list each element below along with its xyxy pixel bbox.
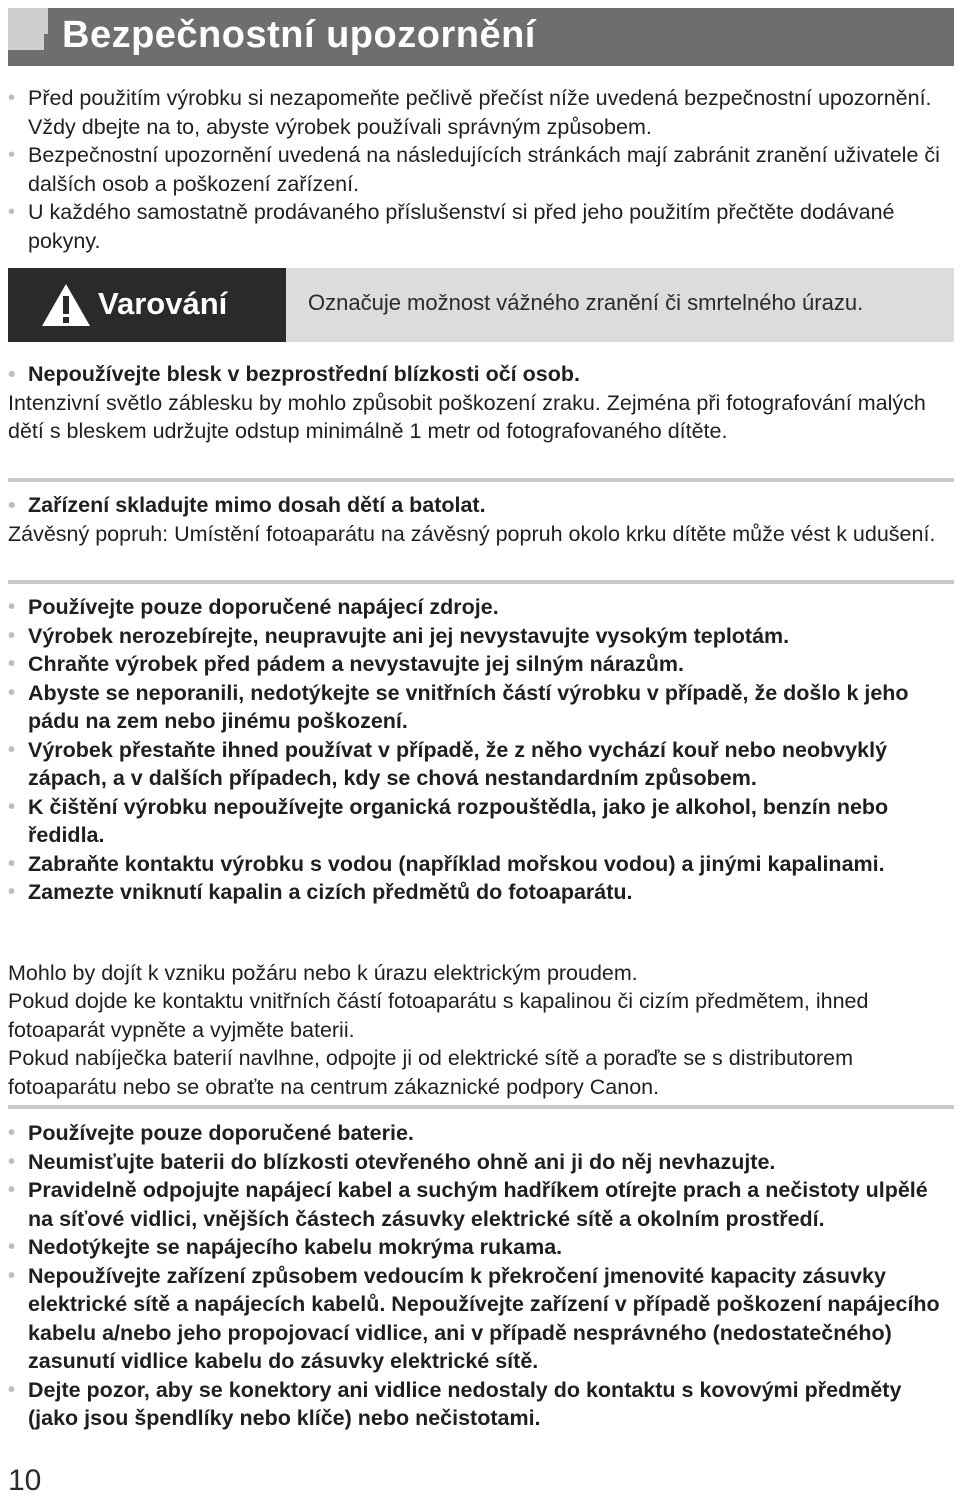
list-item: • Používejte pouze doporučené baterie. (8, 1119, 954, 1148)
list-item: • Zabraňte kontaktu výrobku s vodou (například mořskou vodou) a jinými kapalinami. (8, 850, 954, 879)
section-battery-list (8, 1119, 954, 1433)
list-item: • Nepoužívejte zařízení způsobem vedoucím k překročení jmenovité kapacity zásuvky elektrické sítě a napájecích kabelů. Nepoužívejte zařízení v případě poškození napájecího kabelu a/nebo jeho propojovací vidlice, ani v případě nesprávného (nedostatečného) zasunutí vidlice kabelu do zásuvky elektrické sítě. (8, 1262, 954, 1376)
section-divider (8, 580, 954, 584)
list-item: • Dejte pozor, aby se konektory ani vidlice nedostaly do kontaktu s kovovými předměty (jako jsou špendlíky nebo klíče) nebo nečistotami. (8, 1376, 954, 1433)
intro-item: • Před použitím výrobku si nezapomeňte pečlivě přečíst níže uvedená bezpečnostní upozornění. Vždy dbejte na to, abyste výrobek používali správným způsobem. (8, 84, 954, 141)
list-item: • Chraňte výrobek před pádem a nevystavujte jej silným nárazům. (8, 650, 954, 679)
page-number: 10 (8, 1464, 42, 1497)
section-flash (8, 360, 954, 446)
page-title: Bezpečnostní upozornění (62, 14, 536, 56)
list-item: • Pravidelně odpojujte napájecí kabel a suchým hadříkem otírejte prach a nečistoty ulpělé na síťové vidlici, vnějších částech zásuvky elektrické sítě a okolním prostředí. (8, 1176, 954, 1233)
warning-triangle-icon (40, 282, 92, 328)
intro-item: • Bezpečnostní upozornění uvedená na následujících stránkách mají zabránit zranění uživatele či dalších osob a poškození zařízení. (8, 141, 954, 198)
warning-label-box (8, 268, 286, 342)
section-paragraph: Pokud dojde ke kontaktu vnitřních částí fotoaparátu s kapalinou či cizím předmětem, ihned fotoaparát vypněte a vyjměte baterii. (8, 989, 869, 1042)
section-body: Intenzivní světlo záblesku by mohlo způsobit poškození zraku. Zejména při fotografování malých dětí s bleskem udržujte odstup minimálně 1 metr od fotografovaného dítěte. (8, 390, 926, 443)
list-item: • Používejte pouze doporučené napájecí zdroje. (8, 593, 954, 622)
warning-label: Varování (98, 286, 228, 321)
list-item: • K čištění výrobku nepoužívejte organická rozpouštědla, jako je alkohol, benzín nebo ředidla. (8, 793, 954, 850)
list-item: • Zamezte vniknutí kapalin a cizích předmětů do fotoaparátu. (8, 878, 954, 907)
list-item: • Abyste se neporanili, nedotýkejte se vnitřních částí výrobku v případě, že došlo k jeho pádu na zem nebo jinému poškození. (8, 679, 954, 736)
header-corner-decoration (8, 8, 48, 50)
list-item: • Neumisťujte baterii do blízkosti otevřeného ohně ani ji do něj nevhazujte. (8, 1148, 954, 1177)
list-item: • Výrobek nerozebírejte, neupravujte ani jej nevystavujte vysokým teplotám. (8, 622, 954, 651)
intro-list (8, 84, 954, 255)
section-paragraph: Pokud nabíječka baterií navlhne, odpojte ji od elektrické sítě a poraďte se s distributorem fotoaparátu nebo se obraťte na centrum zákaznické podpory Canon. (8, 1046, 854, 1099)
section-body: Závěsný popruh: Umístění fotoaparátu na závěsný popruh okolo krku dítěte může vést k udušení. (8, 521, 936, 546)
list-item: • Nedotýkejte se napájecího kabelu mokrýma rukama. (8, 1233, 954, 1262)
list-item: • Výrobek přestaňte ihned používat v případě, že z něho vychází kouř nebo neobvyklý zápach, a v dalších případech, kdy se chová nestandardním způsobem. (8, 736, 954, 793)
section-divider (8, 1105, 954, 1109)
warning-description: Označuje možnost vážného zranění či smrtelného úrazu. (308, 290, 864, 315)
intro-item: • U každého samostatně prodávaného příslušenství si před jeho použitím přečtěte dodávané pokyny. (8, 198, 954, 255)
section-heading: • Zařízení skladujte mimo dosah dětí a batolat. (8, 491, 954, 520)
section-heading: • Nepoužívejte blesk v bezprostřední blízkosti očí osob. (8, 360, 954, 389)
section-power-list (8, 593, 954, 907)
section-children (8, 491, 954, 548)
section-divider (8, 478, 954, 482)
section-paragraph: Mohlo by dojít k vzniku požáru nebo k úrazu elektrickým proudem. (8, 961, 638, 985)
